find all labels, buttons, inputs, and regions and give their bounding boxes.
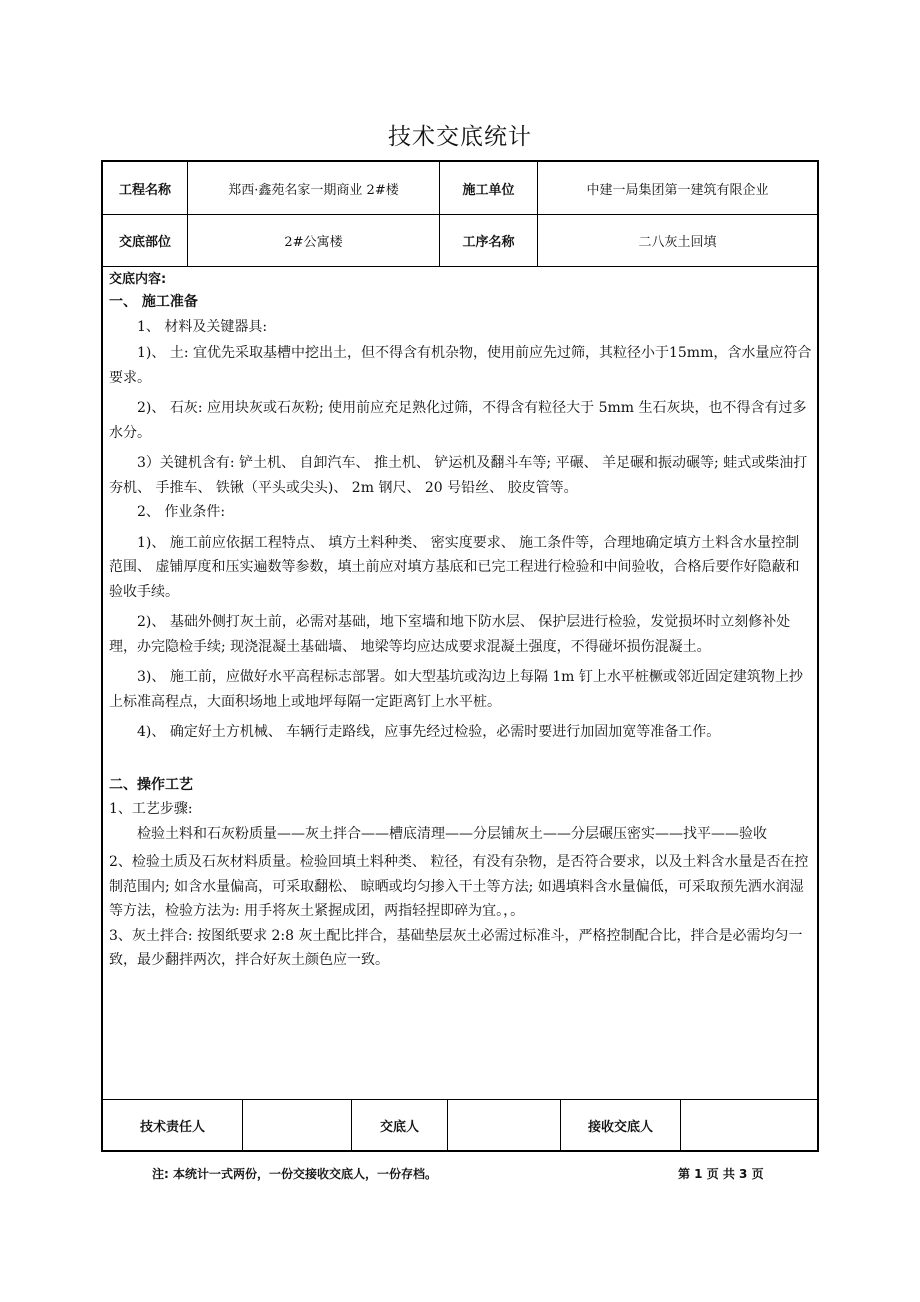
process-steps: 检验土料和石灰粉质量——灰土拌合——槽底清理——分层铺灰土——分层碾压密实——找平——验收 <box>137 825 767 842</box>
handover-person-signature <box>448 1100 561 1151</box>
mixing-paragraph: 3、灰土拌合: 按图纸要求 2:8 灰土配比拌合，基础垫层灰土必需过标准斗，严格控制配合比，拌合是必需均匀一致，最少翻拌两次，拌合好灰土颜色应一致。 <box>109 927 803 968</box>
project-name-label: 工程名称 <box>103 162 188 214</box>
steps-heading: 1、工艺步骤: <box>109 801 193 817</box>
section-2-title: 二、操作工艺 <box>109 776 193 793</box>
receiver-signature <box>681 1100 817 1151</box>
location-value: 2#公寓楼 <box>188 214 440 266</box>
material-check-paragraph: 2、检验土质及石灰材料质量。检验回填土料种类、 粒径，有没有杂物，是否符合要求，以及土料含水量是否在控制范围内; 如含水量偏高，可采取翻松、 晾晒或均匀掺入干土等方法; 如遇填料含水量偏低，可采取预先洒水润湿等方法，检验方法为: 用手将灰土紧握成团，两指轻捏即碎为宜。，。 <box>109 854 809 919</box>
process-label: 工序名称 <box>440 214 538 266</box>
handover-person-label: 交底人 <box>352 1100 448 1151</box>
machinery-paragraph: 3）关键机含有: 铲土机、 自卸汽车、 推土机、 铲运机及翻斗车等; 平碾、 羊足碾和振动碾等; 蛙式或柴油打夯机、 手推车、 铁锹（平头或尖头)、 2m 钢尺、 20 号铅丝、 胶皮管等。 <box>109 455 808 496</box>
contractor-value: 中建一局集团第一建筑有限企业 <box>586 182 769 198</box>
location-label: 交底部位 <box>103 214 188 266</box>
condition-1-paragraph: 1)、 施工前应依据工程特点、 填方土料种类、 密实度要求、 施工条件等，合理地确定填方土料含水量控制范围、 虚铺厚度和压实遍数等参数，填土前应对填方基底和已完工程进行检验和中间验收，合格后要作好隐蔽和验收手续。 <box>109 534 800 600</box>
handover-form <box>101 160 819 1152</box>
condition-3-paragraph: 3)、 施工前，应做好水平高程标志部署。如大型基坑或沟边上每隔 1m 钉上水平桩橛或邻近固定建筑物上抄上标准高程点，大面积场地上或地坪每隔一定距离钉上水平桩。 <box>109 669 803 710</box>
header-row-1 <box>103 162 817 215</box>
tech-lead-label: 技术责任人 <box>103 1100 243 1151</box>
page-number: 第 1 页 共 3 页 <box>678 1167 764 1181</box>
handover-content <box>109 270 813 973</box>
header-row-2 <box>103 214 817 267</box>
condition-4-paragraph: 4)、 确定好土方机械、 车辆行走路线，应事先经过检验，必需时要进行加固加宽等准备工作。 <box>137 724 721 740</box>
process-value: 二八灰土回填 <box>638 234 717 250</box>
materials-heading: 1、 材料及关键器具: <box>137 318 268 335</box>
project-name-value: 郑西·鑫苑名家一期商业 2#楼 <box>188 162 440 214</box>
section-1-title: 一、 施工准备 <box>109 294 198 310</box>
document-title: 技术交底统计 <box>388 124 532 150</box>
lime-paragraph: 2)、 石灰: 应用块灰或石灰粉; 使用前应充足熟化过筛，不得含有粒径大于 5mm 生石灰块，也不得含有过多水分。 <box>109 400 807 441</box>
tech-lead-signature <box>243 1100 352 1151</box>
condition-2-paragraph: 2)、 基础外侧打灰土前，必需对基础，地下室墙和地下防水层、 保护层进行检验，发觉损坏时立刻修补处理，办完隐检手续; 现浇混凝土基础墙、 地梁等均应达成要求混凝土强度，不得碰坏损伤混凝土。 <box>109 614 791 655</box>
receiver-label: 接收交底人 <box>561 1100 681 1151</box>
conditions-heading: 2、 作业条件: <box>137 504 226 520</box>
soil-paragraph: 1)、 土: 宜优先采取基槽中挖出土，但不得含有机杂物，使用前应先过筛，其粒径小于15mm，含水量应符合要求。 <box>109 345 812 386</box>
footer-note: 注: 本统计一式两份，一份交接收交底人，一份存档。 <box>152 1167 437 1181</box>
content-label: 交底内容: <box>109 272 167 287</box>
contractor-label: 施工单位 <box>440 162 538 214</box>
signature-row <box>103 1099 817 1151</box>
